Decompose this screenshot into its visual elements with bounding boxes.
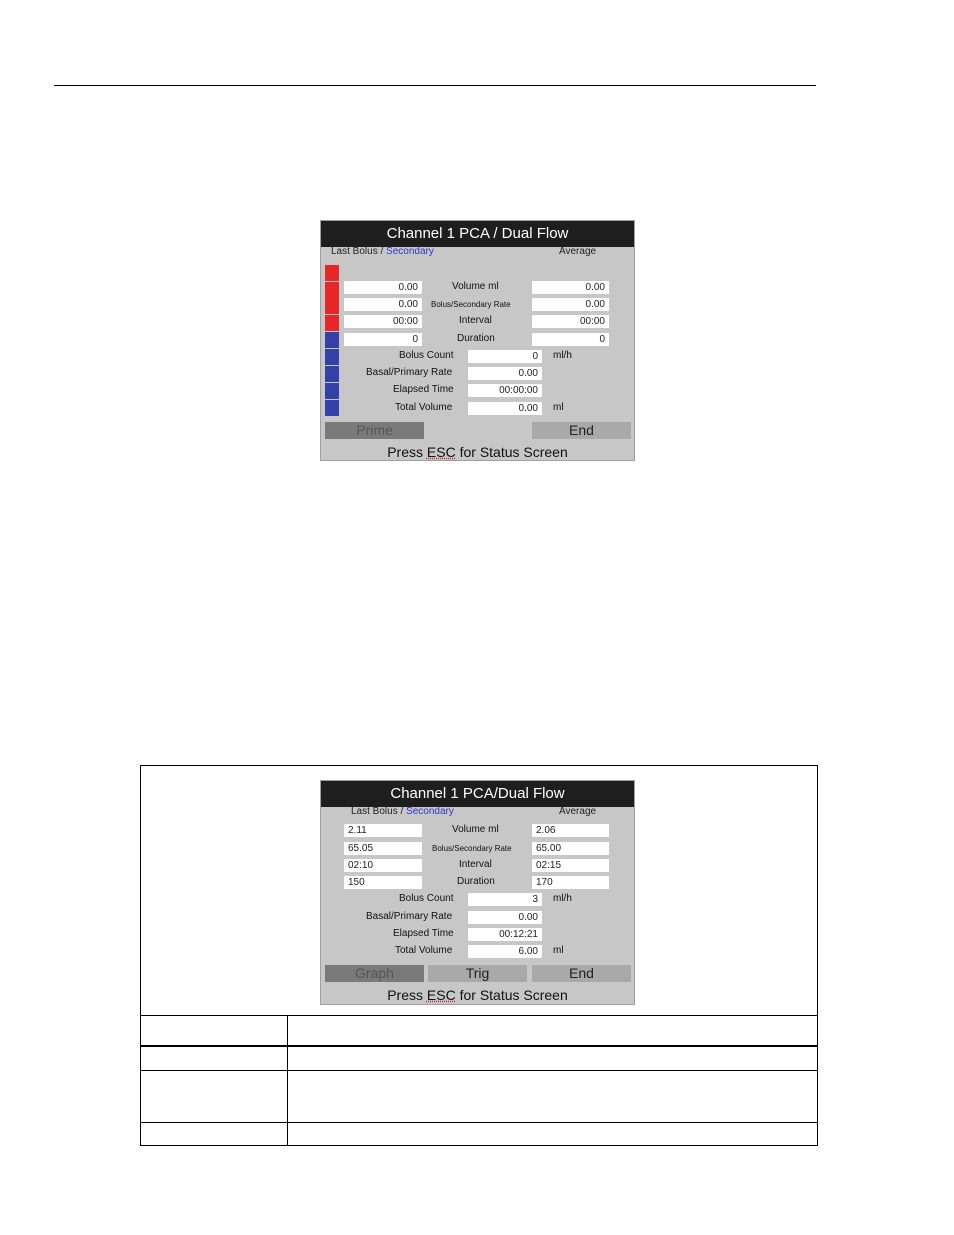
average-volume: 2.06 bbox=[532, 824, 609, 837]
row-label-interval: Interval bbox=[459, 859, 492, 870]
esc-key-label: ESC bbox=[426, 444, 456, 460]
average-duration: 0 bbox=[532, 333, 609, 346]
stat-label-basal-rate: Basal/Primary Rate bbox=[366, 911, 453, 922]
stat-label-elapsed-time: Elapsed Time bbox=[393, 928, 454, 939]
table-column-divider bbox=[287, 1015, 288, 1146]
stat-unit: ml/h bbox=[553, 893, 572, 904]
average-duration: 170 bbox=[532, 876, 609, 889]
hint-prefix: Press bbox=[387, 987, 427, 1003]
row-label-volume: Volume ml bbox=[452, 281, 499, 292]
row-label-rate: Bolus/Secondary Rate bbox=[431, 300, 511, 309]
screen-title: Channel 1 PCA / Dual Flow bbox=[321, 221, 634, 247]
stat-total-volume: 6.00 bbox=[468, 945, 542, 958]
header-rule bbox=[54, 85, 816, 86]
column-header-average: Average bbox=[559, 246, 597, 257]
last-bolus-label: Last Bolus / bbox=[331, 246, 387, 257]
screen-title: Channel 1 PCA/Dual Flow bbox=[321, 781, 634, 807]
average-rate: 0.00 bbox=[532, 298, 609, 311]
column-header-average: Average bbox=[559, 806, 597, 817]
status-bar-red bbox=[325, 265, 339, 281]
status-bar-blue bbox=[325, 400, 339, 416]
stat-label-total-volume: Total Volume bbox=[395, 402, 453, 413]
last-bolus-volume: 2.11 bbox=[344, 824, 422, 837]
average-interval: 00:00 bbox=[532, 315, 609, 328]
stat-bolus-count: 3 bbox=[468, 893, 542, 906]
hint-suffix: for Status Screen bbox=[455, 987, 568, 1003]
last-bolus-interval: 00:00 bbox=[344, 315, 422, 328]
average-volume: 0.00 bbox=[532, 281, 609, 294]
column-header-last-bolus bbox=[351, 806, 454, 817]
stat-elapsed-time: 00:12:21 bbox=[468, 928, 542, 941]
esc-key-label: ESC bbox=[426, 987, 456, 1003]
row-label-duration: Duration bbox=[457, 876, 495, 887]
stat-label-bolus-count: Bolus Count bbox=[399, 350, 454, 361]
status-bar-red bbox=[325, 298, 339, 314]
status-bar-blue bbox=[325, 366, 339, 382]
status-bar-blue bbox=[325, 383, 339, 399]
pca-screen-running bbox=[320, 780, 635, 1005]
table-rule bbox=[141, 1045, 817, 1047]
row-label-interval: Interval bbox=[459, 315, 492, 326]
hint-suffix: for Status Screen bbox=[455, 444, 568, 460]
table-rule bbox=[141, 1015, 817, 1016]
last-bolus-duration: 150 bbox=[344, 876, 422, 889]
status-bar-blue bbox=[325, 349, 339, 365]
end-button[interactable]: End bbox=[532, 965, 631, 982]
stat-total-volume: 0.00 bbox=[468, 402, 542, 415]
stat-bolus-count: 0 bbox=[468, 350, 542, 363]
average-interval: 02:15 bbox=[532, 859, 609, 872]
status-screen-hint bbox=[321, 444, 634, 460]
stat-unit: ml/h bbox=[553, 350, 572, 361]
stat-unit: ml bbox=[553, 402, 564, 413]
stat-basal-rate: 0.00 bbox=[468, 911, 542, 924]
graph-button[interactable]: Graph bbox=[325, 965, 424, 982]
average-rate: 65.00 bbox=[532, 842, 609, 855]
row-label-volume: Volume ml bbox=[452, 824, 499, 835]
row-label-duration: Duration bbox=[457, 333, 495, 344]
last-bolus-rate: 65.05 bbox=[344, 842, 422, 855]
table-rule bbox=[141, 1070, 817, 1071]
trig-button[interactable]: Trig bbox=[428, 965, 527, 982]
stat-label-basal-rate: Basal/Primary Rate bbox=[366, 367, 453, 378]
status-screen-hint bbox=[321, 987, 634, 1003]
last-bolus-duration: 0 bbox=[344, 333, 422, 346]
last-bolus-rate: 0.00 bbox=[344, 298, 422, 311]
stat-unit: ml bbox=[553, 945, 564, 956]
status-bar-red bbox=[325, 315, 339, 331]
stat-basal-rate: 0.00 bbox=[468, 367, 542, 380]
pca-screen-empty bbox=[320, 220, 635, 461]
hint-prefix: Press bbox=[387, 444, 427, 460]
column-header-last-bolus bbox=[331, 246, 434, 257]
table-rule bbox=[141, 1122, 817, 1123]
last-bolus-label: Last Bolus / bbox=[351, 806, 407, 817]
status-bar-red bbox=[325, 282, 339, 298]
stat-elapsed-time: 00:00:00 bbox=[468, 384, 542, 397]
prime-button[interactable]: Prime bbox=[325, 422, 424, 439]
stat-label-elapsed-time: Elapsed Time bbox=[393, 384, 454, 395]
row-label-rate: Bolus/Secondary Rate bbox=[432, 844, 512, 853]
stat-label-bolus-count: Bolus Count bbox=[399, 893, 454, 904]
stat-label-total-volume: Total Volume bbox=[395, 945, 453, 956]
secondary-label: Secondary bbox=[386, 246, 434, 257]
end-button[interactable]: End bbox=[532, 422, 631, 439]
status-bar-blue bbox=[325, 332, 339, 348]
last-bolus-volume: 0.00 bbox=[344, 281, 422, 294]
secondary-label: Secondary bbox=[406, 806, 454, 817]
last-bolus-interval: 02:10 bbox=[344, 859, 422, 872]
